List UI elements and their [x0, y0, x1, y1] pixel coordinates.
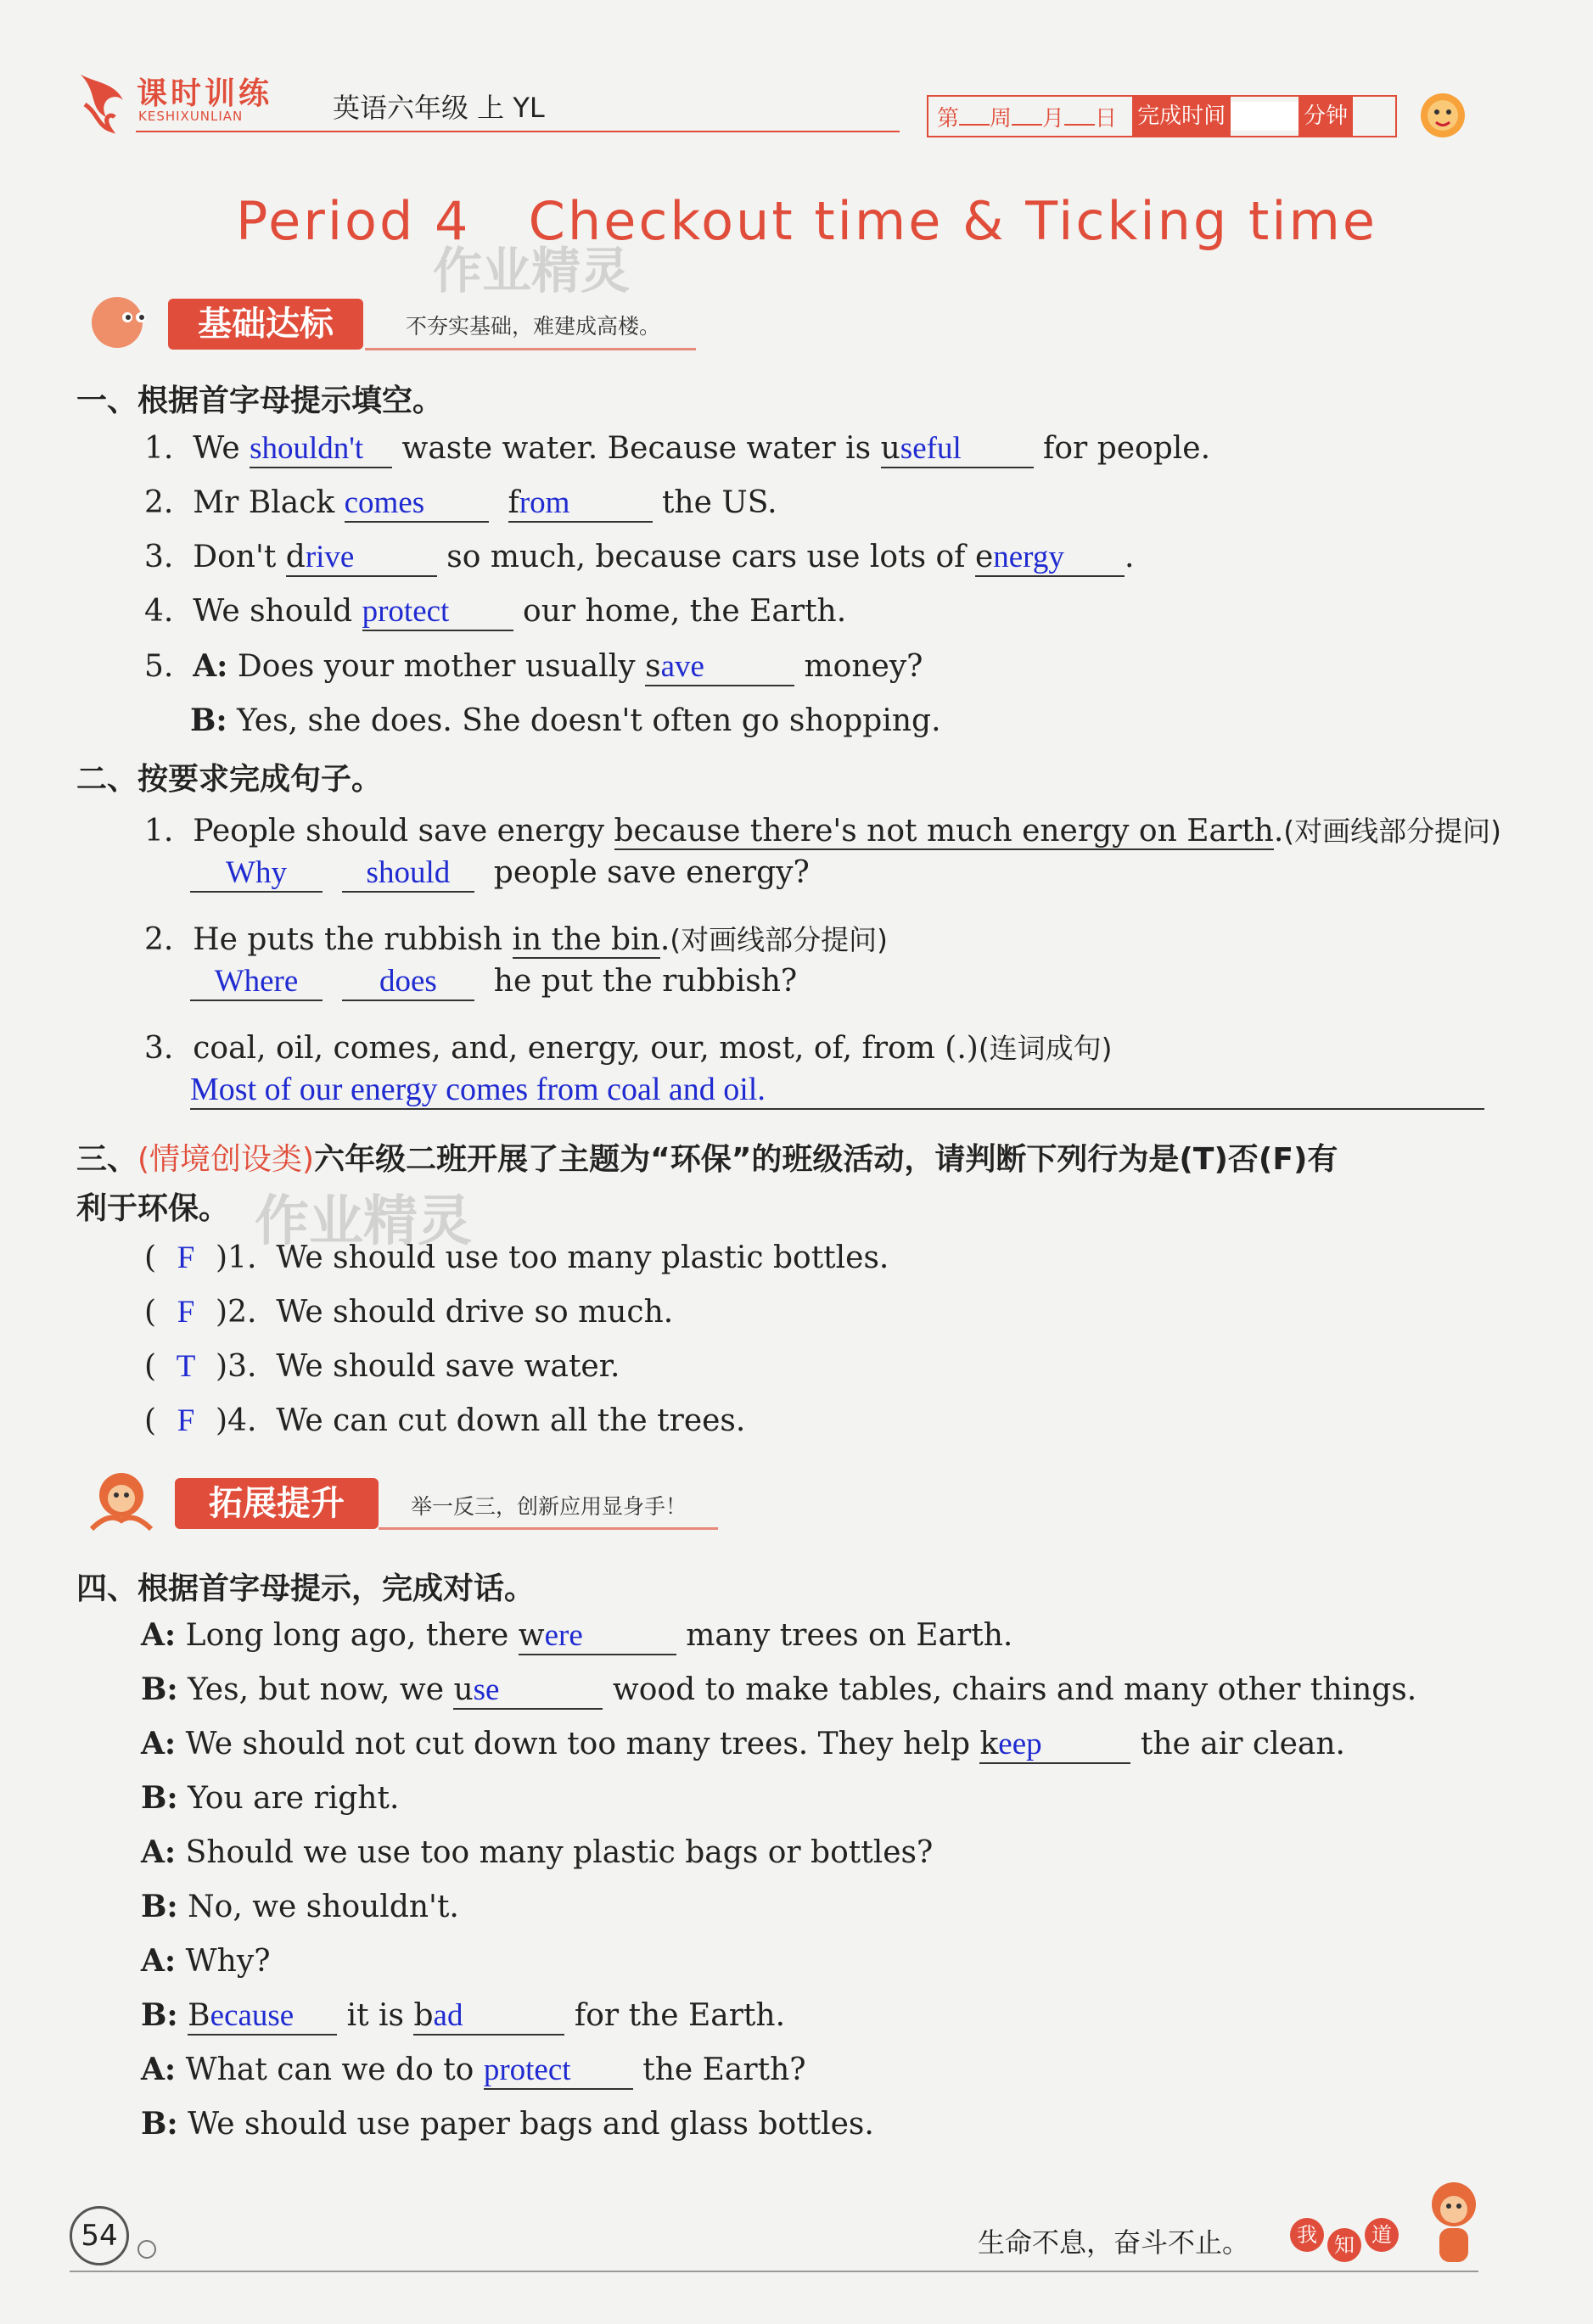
- tf-answer[interactable]: F: [177, 1403, 195, 1438]
- part1-q4: 4. We should protect our home, the Earth.: [144, 594, 846, 631]
- answer-blank[interactable]: shouldn't: [250, 431, 364, 466]
- answer-blank[interactable]: should: [366, 855, 451, 890]
- section-ext-banner: 拓展提升: [175, 1478, 379, 1529]
- answer-blank[interactable]: Most of our energy comes from coal and oil.: [190, 1072, 766, 1107]
- dialogue-line: B: We should use paper bags and glass bottles.: [141, 2106, 874, 2142]
- part1-heading: 一、根据首字母提示填空。: [76, 384, 444, 418]
- time-unit: 分钟: [1299, 97, 1353, 136]
- answer-blank[interactable]: se: [473, 1672, 500, 1707]
- part2-q1-answer: Why should people save energy?: [190, 855, 810, 893]
- date-di: 第: [937, 105, 960, 132]
- subject-label: 英语六年级 上 YL: [333, 92, 545, 124]
- answer-blank[interactable]: nergy: [993, 540, 1064, 574]
- watermark-1: 作业精灵: [433, 242, 631, 300]
- section-ext-motto: 举一反三，创新应用显身手！: [411, 1494, 687, 1519]
- section-basic-line: [365, 348, 696, 350]
- mascot-icon: [1409, 81, 1477, 149]
- footer-tag: 我: [1290, 2218, 1324, 2252]
- monkey-mascot-icon: [75, 1461, 168, 1537]
- section-basic-motto: 不夯实基础，难建成高楼。: [406, 314, 661, 339]
- date-week-blank[interactable]: [959, 107, 990, 126]
- part2-heading: 二、按要求完成句子。: [76, 762, 383, 797]
- part1-q2: 2. Mr Black comes from the US.: [144, 485, 777, 523]
- answer-blank[interactable]: protect: [483, 2052, 571, 2087]
- page-number: 54: [81, 2219, 118, 2253]
- part4-heading: 四、根据首字母提示，完成对话。: [76, 1571, 536, 1606]
- puffer-fish-icon: [75, 288, 160, 356]
- footer-tags: [1290, 2209, 1417, 2260]
- answer-blank[interactable]: Why: [226, 855, 287, 890]
- logo-en: KESHIXUNLIAN: [138, 109, 244, 124]
- page-number-dot: [137, 2240, 156, 2259]
- logo-cn: 课时训练: [137, 76, 273, 111]
- answer-blank[interactable]: protect: [362, 594, 450, 629]
- dialogue-line: A: Long long ago, there were many trees on Earth.: [141, 1617, 1012, 1655]
- footer-slogan: 生命不息，奋斗不止。: [978, 2226, 1250, 2259]
- header-rule: [136, 131, 900, 132]
- part3-item: ( F )2. We should drive so much.: [144, 1295, 674, 1330]
- answer-blank[interactable]: ecause: [210, 1998, 294, 2033]
- dialogue-line: A: What can we do to protect the Earth?: [141, 2052, 806, 2090]
- part2-q1: 1. People should save energy because there's not much energy on Earth.(对画线部分提问): [144, 814, 1502, 848]
- logo: [72, 66, 293, 134]
- dialogue-line: A: We should not cut down too many trees. They help keep the air clean.: [141, 1726, 1345, 1764]
- answer-blank[interactable]: seful: [900, 431, 962, 466]
- dialogue-line: B: Yes, but now, we use wood to make tables, chairs and many other things.: [141, 1672, 1416, 1710]
- part1-q3: 3. Don't drive so much, because cars use lots of energy .: [144, 540, 1134, 577]
- section-ext-line: [379, 1527, 718, 1530]
- footer-line: [70, 2271, 1478, 2272]
- part3-heading: 三、(情境创设类)六年级二班开展了主题为“环保”的班级活动，请判断下列行为是(T)否(F)有: [76, 1142, 1338, 1177]
- date-zhou: 周: [990, 105, 1012, 132]
- monkey-footer-icon: [1416, 2172, 1492, 2274]
- part2-q2: 2. He puts the rubbish in the bin.(对画线部分提问): [144, 922, 889, 957]
- part3-item: ( F )4. We can cut down all the trees.: [144, 1403, 746, 1438]
- page-number-circle: [70, 2206, 129, 2265]
- answer-blank[interactable]: rom: [519, 485, 570, 520]
- part1-q1: 1. We shouldn't waste water. Because water is useful for people.: [144, 431, 1210, 468]
- date-box: [927, 95, 1397, 137]
- part3-item: ( T )3. We should save water.: [144, 1349, 620, 1384]
- dialogue-line: B: You are right.: [141, 1780, 400, 1816]
- tf-answer[interactable]: T: [176, 1349, 196, 1384]
- date-yue: 月: [1042, 105, 1065, 132]
- answer-blank[interactable]: Where: [214, 964, 299, 999]
- page-title: Period 4 Checkout time & Ticking time: [236, 190, 1378, 252]
- part1-q5-b: B: Yes, she does. She doesn't often go shopping.: [190, 703, 941, 738]
- time-label: 完成时间: [1132, 97, 1231, 136]
- tf-answer[interactable]: F: [177, 1295, 195, 1330]
- answer-blank[interactable]: ad: [433, 1998, 463, 2033]
- answer-blank[interactable]: comes: [344, 485, 425, 520]
- phoenix-logo-icon: [72, 66, 132, 134]
- dialogue-line: A: Should we use too many plastic bags or bottles?: [141, 1834, 934, 1870]
- answer-blank[interactable]: does: [379, 964, 437, 999]
- part1-q5: 5. A: Does your mother usually save money?: [144, 648, 923, 686]
- date-month-blank[interactable]: [1012, 107, 1042, 126]
- answer-blank[interactable]: eep: [998, 1727, 1042, 1761]
- dialogue-line: A: Why?: [141, 1943, 271, 1979]
- watermark-2: 作业精灵: [255, 1190, 472, 1253]
- dialogue-line: B: Because it is bad for the Earth.: [141, 1997, 785, 2036]
- footer-tag: 道: [1365, 2218, 1399, 2252]
- part2-q3: 3. coal, oil, comes, and, energy, our, most, of, from (.)(连词成句): [144, 1031, 1113, 1066]
- footer-tag: 知: [1327, 2228, 1361, 2262]
- dialogue-line: B: No, we shouldn't.: [141, 1889, 459, 1924]
- answer-blank[interactable]: ere: [544, 1618, 583, 1653]
- time-blank[interactable]: [1231, 102, 1299, 131]
- date-ri: 日: [1095, 105, 1118, 132]
- part2-q3-answer[interactable]: [190, 1071, 1484, 1110]
- section-basic-banner: 基础达标: [168, 299, 363, 350]
- date-day-blank[interactable]: [1064, 107, 1095, 126]
- answer-blank[interactable]: rive: [305, 540, 355, 574]
- answer-blank[interactable]: ave: [660, 649, 704, 684]
- tf-answer[interactable]: F: [177, 1240, 195, 1275]
- part3-heading-cont: 利于环保。: [76, 1191, 230, 1226]
- part2-q2-answer: Where does he put the rubbish?: [190, 964, 797, 1001]
- part3-item: ( F )1. We should use too many plastic bottles.: [144, 1240, 889, 1275]
